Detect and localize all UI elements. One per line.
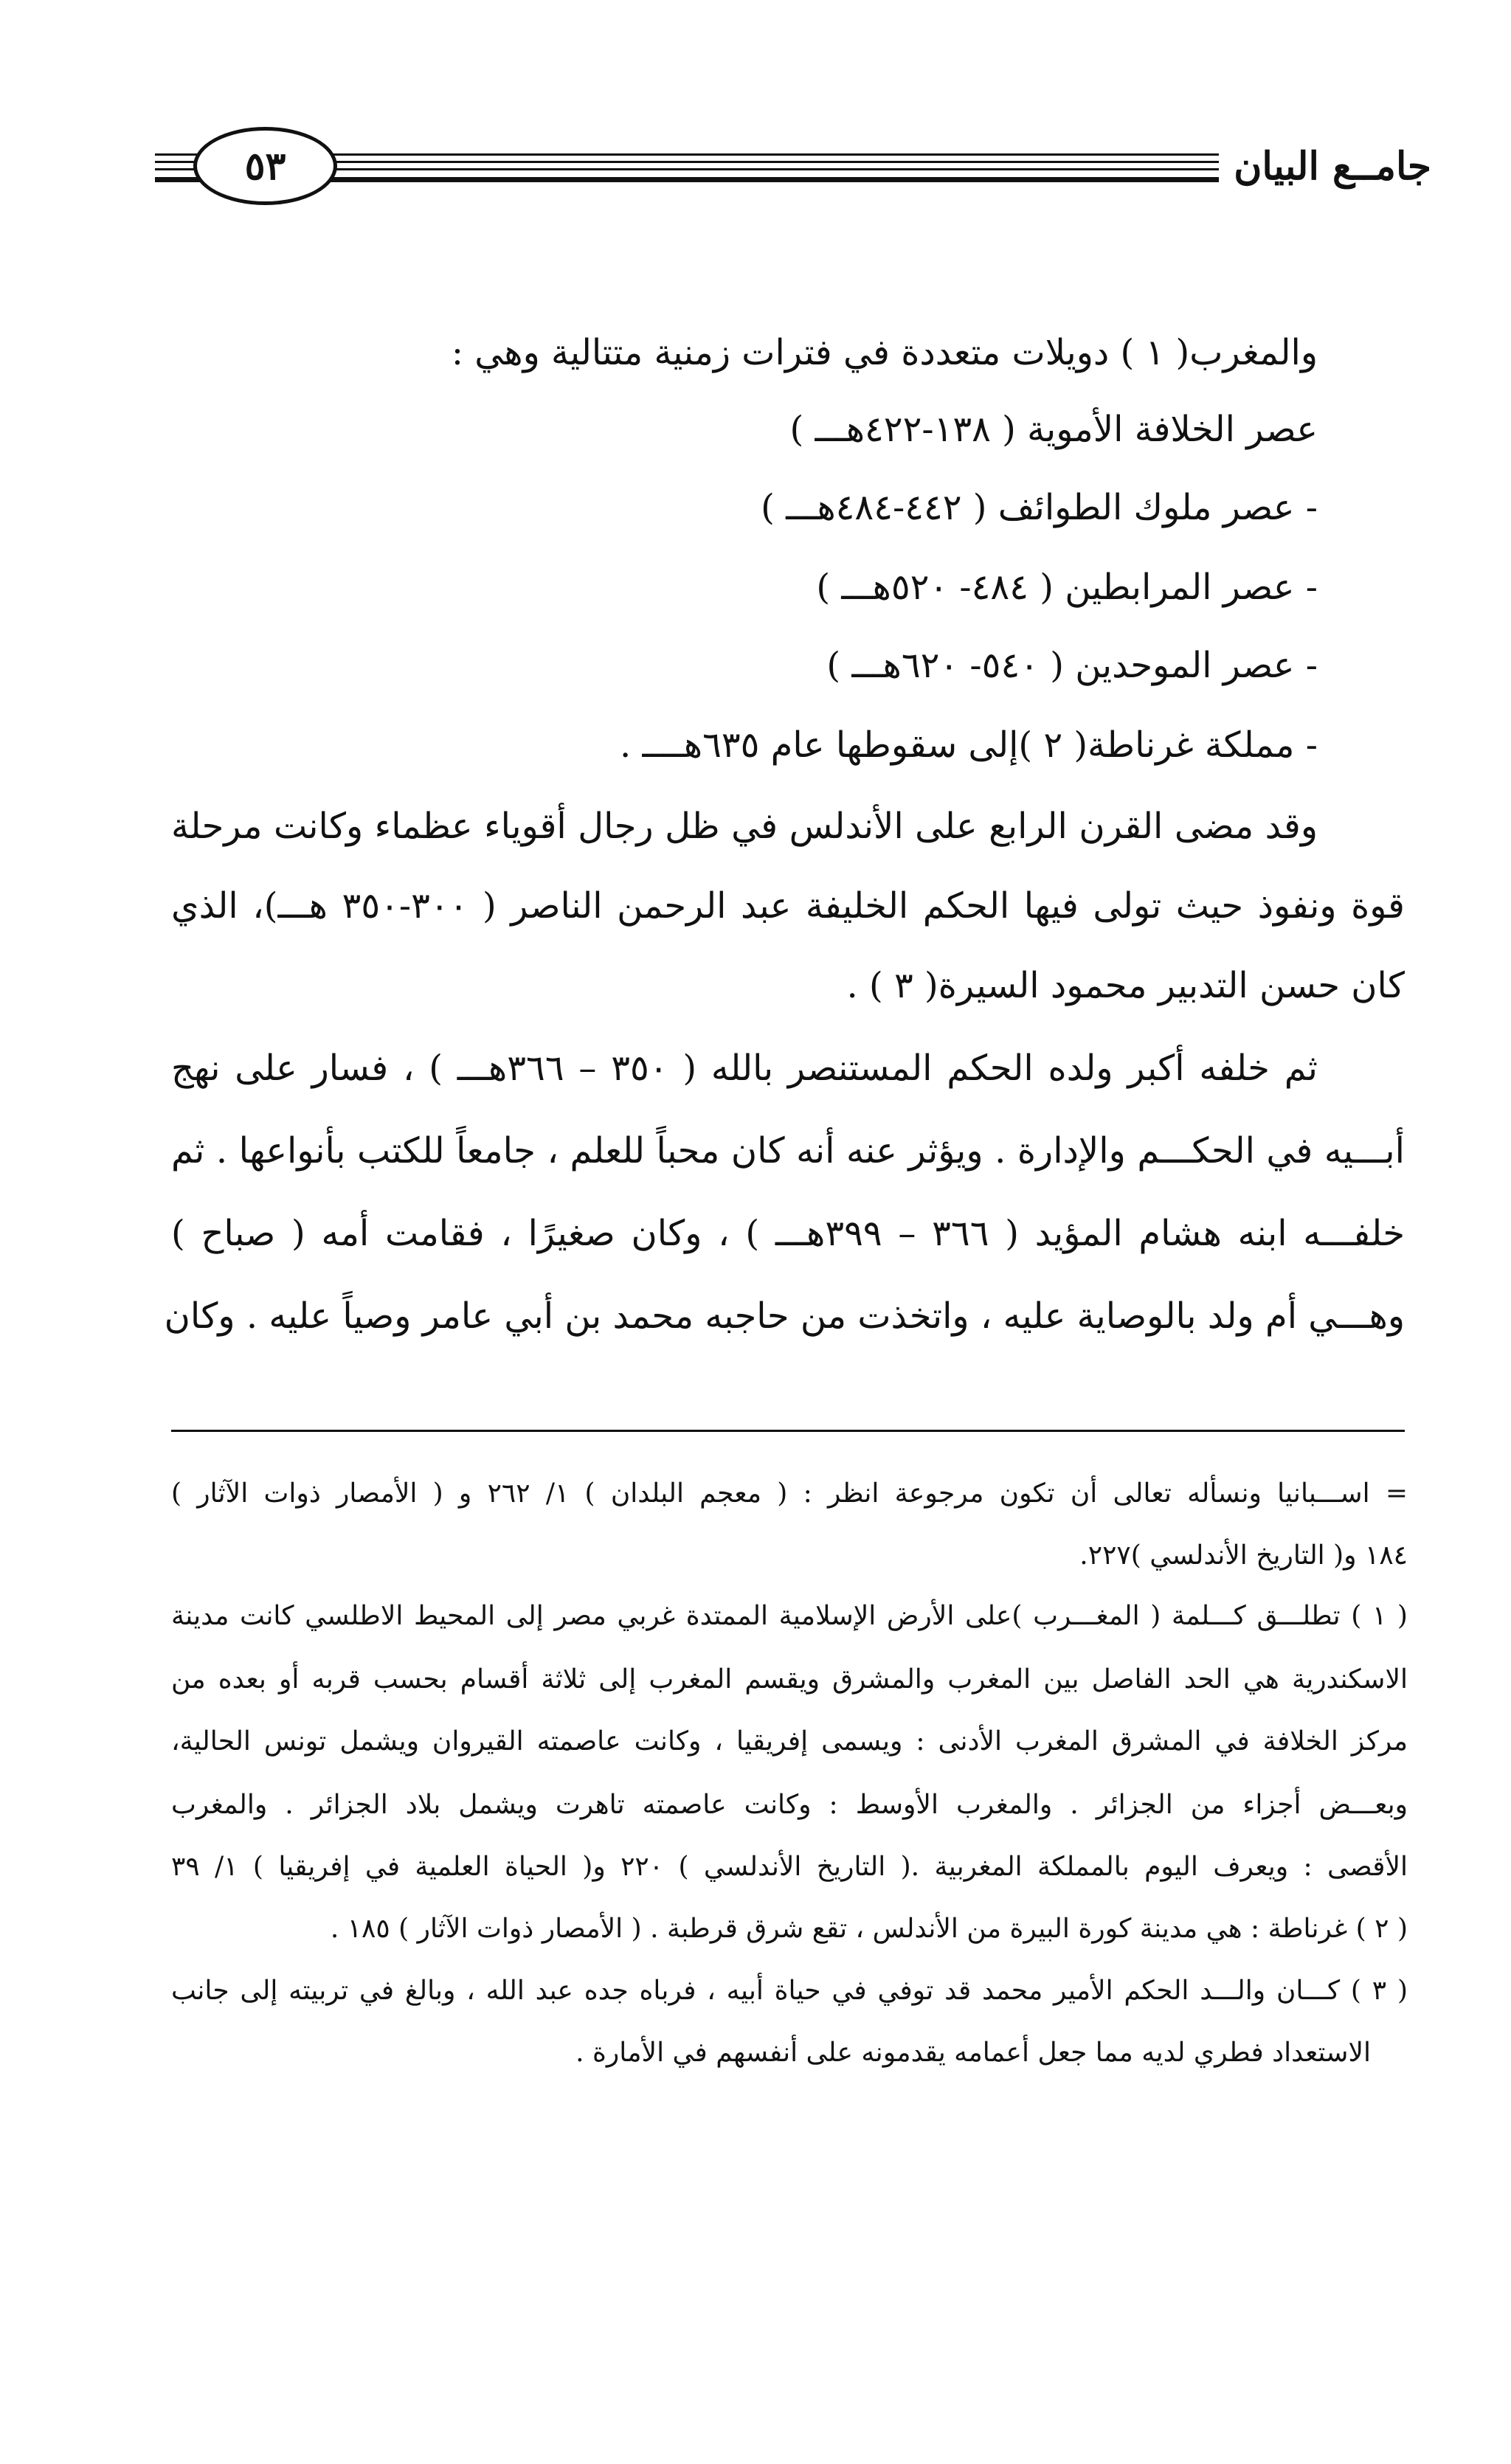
footnote-line: الأقصى : ويعرف اليوم بالمملكة المغربية .( التاريخ الأندلسي ) ٢٢٠ و( الحياة العلمية في إفريقيا ) ١/ ٣٩ <box>171 1852 1408 1882</box>
book-title: جامــع البيان <box>1219 133 1431 199</box>
text-line: - عصر الموحدين ( ٥٤٠- ٦٢٠هـــ ) <box>826 645 1318 686</box>
text-line: عصر الخلافة الأموية ( ١٣٨-٤٢٢هـــ ) <box>789 409 1318 450</box>
footnote-line: ( ١ ) تطلـــق كـــلمة ( المغـــرب )على الأرض الإسلامية الممتدة غربي مصر إلى المحيط الاطلسي كانت مدينة <box>171 1601 1408 1631</box>
footnote-line: ( ٣ ) كـــان والـــد الحكم الأمير محمد قد توفي في حياة أبيه ، فرباه جده عبد الله ، وبالغ في تربيته إلى جانب <box>171 1976 1408 2006</box>
text-line: - مملكة غرناطة( ٢ )إلى سقوطها عام ٦٣٥هــــ . <box>620 724 1318 766</box>
footnote-line: الاستعداد فطري لديه مما جعل أعمامه يقدمونه على أنفسهم في الأمارة . <box>575 2038 1371 2068</box>
text-line: كان حسن التدبير محمود السيرة( ٣ ) . <box>846 965 1405 1006</box>
footnote-line: = اســـبانيا ونسأله تعالى أن تكون مرجوعة انظر : ( معجم البلدان ) ١/ ٢٦٢ و ( الأمصار ذوات الآثار ) <box>171 1478 1408 1509</box>
footnote-line: مركز الخلافة في المشرق المغرب الأدنى : ويسمى إفريقيا ، وكانت عاصمته القيروان ويشمل تونس الحالية، <box>171 1726 1408 1757</box>
text-line: قوة ونفوذ حيث تولى فيها الحكم الخليفة عبد الرحمن الناصر ( ٣٠٠-٣٥٠ هـــ)، الذي <box>171 885 1405 927</box>
text-line: ثم خلفه أكبر ولده الحكم المستنصر بالله ( ٣٥٠ – ٣٦٦هـــ ) ، فسار على نهج <box>171 1048 1318 1089</box>
footnote-line: الاسكندرية هي الحد الفاصل بين المغرب والمشرق ويقسم المغرب إلى ثلاثة أقسام بحسب قربه أو بعده من <box>171 1664 1408 1695</box>
text-line: خلفـــه ابنه هشام المؤيد ( ٣٦٦ – ٣٩٩هـــ ) ، وكان صغيرًا ، فقامت أمه ( صباح ) <box>171 1213 1405 1254</box>
text-line: والمغرب( ١ ) دويلات متعددة في فترات زمنية متتالية وهي : <box>451 332 1318 373</box>
page-number: ٥٣ <box>193 127 337 205</box>
text-line: - عصر ملوك الطوائف ( ٤٤٢-٤٨٤هـــ ) <box>761 487 1318 528</box>
running-header <box>155 118 1431 214</box>
text-line: أبـــيه في الحكـــم والإدارة . ويؤثر عنه أنه كان محباً للعلم ، جامعاً للكتب بأنواعها . ثم <box>171 1130 1405 1172</box>
footnote-line: ( ٢ ) غرناطة : هي مدينة كورة البيرة من الأندلس ، تقع شرق قرطبة . ( الأمصار ذوات الآثار ) ١٨٥ . <box>330 1914 1408 1944</box>
footnote-divider <box>171 1430 1405 1432</box>
text-line: وقد مضى القرن الرابع على الأندلس في ظل رجال أقوياء عظماء وكانت مرحلة <box>171 806 1318 847</box>
text-line: - عصر المرابطين ( ٤٨٤- ٥٢٠هـــ ) <box>816 567 1318 608</box>
footnote-line: وبعـــض أجزاء من الجزائر . والمغرب الأوسط : وكانت عاصمته تاهرت ويشمل بلاد الجزائر . والمغرب <box>171 1790 1408 1820</box>
text-line: وهـــي أم ولد بالوصاية عليه ، واتخذت من حاجبه محمد بن أبي عامر وصياً عليه . وكان <box>164 1295 1405 1337</box>
footnote-line: ١٨٤ و( التاريخ الأندلسي )٢٢٧. <box>1079 1540 1408 1571</box>
